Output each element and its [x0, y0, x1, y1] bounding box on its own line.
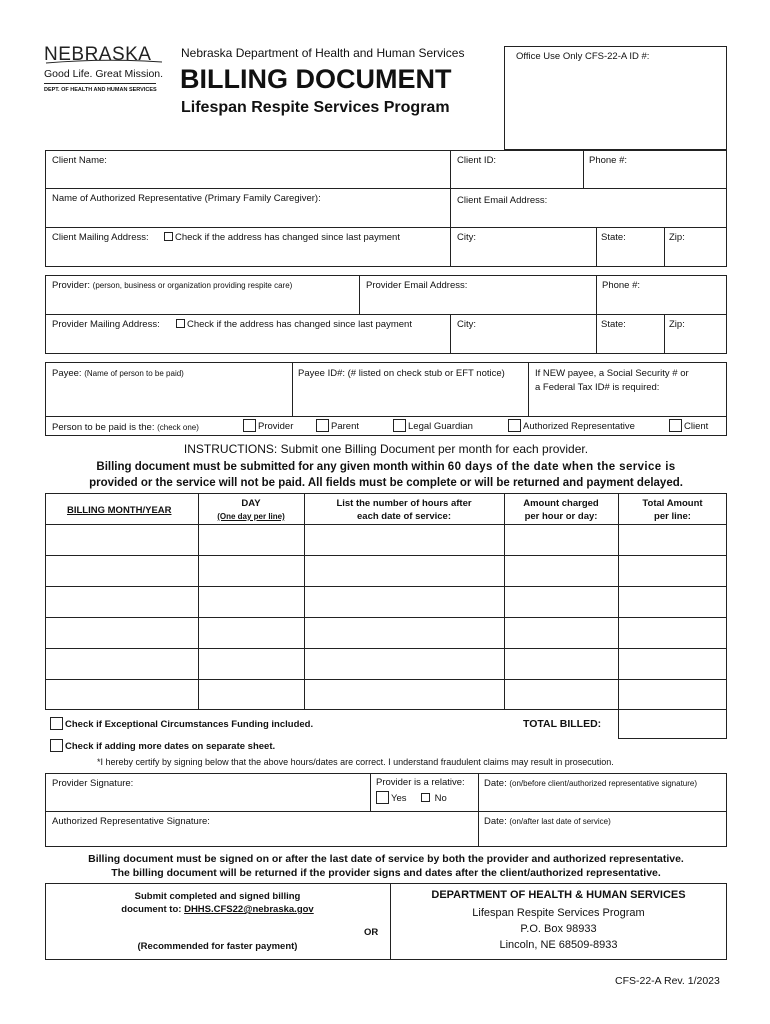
rep-signature-field[interactable]: Authorized Representative Signature: [52, 816, 210, 827]
rep-name-field[interactable]: Name of Authorized Representative (Primary Family Caregiver): [52, 193, 321, 204]
checkbox-icon [393, 419, 406, 432]
person-to-be-paid-label: Person to be paid is the: (check one) [52, 422, 199, 433]
payee-option-authorized-rep[interactable]: Authorized Representative [508, 419, 635, 432]
col-header-amount-2: per hour or day: [524, 511, 598, 522]
form-id: CFS-22-A Rev. 1/2023 [615, 975, 720, 987]
col-header-total-1: Total Amount [642, 498, 703, 509]
table-row[interactable] [46, 649, 726, 679]
page-title: BILLING DOCUMENT [180, 64, 452, 94]
provider-state-field[interactable]: State: [601, 319, 626, 330]
table-row[interactable] [46, 618, 726, 648]
payee-id-field[interactable]: Payee ID#: (# listed on check stub or EFT notice) [298, 368, 505, 379]
payee-name-field[interactable]: Payee: (Name of person to be paid) [52, 368, 184, 379]
provider-relative-label: Provider is a relative: [376, 777, 465, 788]
table-row[interactable] [46, 587, 726, 617]
checkbox-icon [508, 419, 521, 432]
submit-line-2: document to: DHHS.CFS22@nebraska.gov [121, 904, 314, 915]
table-row[interactable] [46, 525, 726, 555]
checkbox-icon [50, 739, 63, 752]
relative-no-checkbox[interactable]: No [421, 793, 447, 804]
provider-phone-field[interactable]: Phone #: [602, 280, 641, 291]
new-payee-note-1: If NEW payee, a Social Security # or [535, 368, 689, 379]
mail-address-city: Lincoln, NE 68509-8933 [499, 939, 618, 951]
provider-email-field[interactable]: Provider Email Address: [366, 280, 468, 291]
recommended-note: (Recommended for faster payment) [137, 941, 298, 952]
table-row[interactable] [46, 556, 726, 586]
provider-zip-field[interactable]: Zip: [669, 319, 685, 330]
provider-mailing-field[interactable]: Provider Mailing Address: [52, 319, 160, 330]
dept-name: Nebraska Department of Health and Human Services [181, 46, 465, 60]
provider-signature-field[interactable]: Provider Signature: [52, 778, 134, 789]
instructions-line: INSTRUCTIONS: Submit one Billing Document per month for each provider. [183, 442, 589, 456]
instructions-bold-2: provided or the service will not be paid. All fields must be complete or will be returned and payment delayed. [89, 477, 683, 489]
logo-swoosh-icon [44, 59, 164, 65]
more-dates-checkbox[interactable]: Check if adding more dates on separate sheet. [50, 739, 275, 752]
checkbox-icon [50, 717, 63, 730]
checkbox-icon [376, 791, 389, 804]
certification-text: *I hereby certify by signing below that the above hours/dates are correct. I understand fraudulent claims may result in prosecution. [97, 757, 614, 767]
page-subtitle: Lifespan Respite Services Program [181, 99, 450, 116]
instructions-bold-1: Billing document must be submitted for any given month within 60 days of the date when the service is [96, 461, 676, 473]
col-header-day-sub: (One day per line) [217, 512, 285, 521]
provider-sig-date-field[interactable]: Date: (on/before client/authorized representative signature) [484, 778, 698, 789]
client-section [45, 150, 727, 267]
relative-yes-checkbox[interactable]: Yes [376, 791, 407, 804]
client-phone-field[interactable]: Phone #: [589, 155, 628, 166]
office-use-label: Office Use Only CFS-22-A ID #: [516, 51, 650, 62]
col-header-hours-1: List the number of hours after [336, 498, 472, 509]
payee-option-client[interactable]: Client [669, 419, 708, 432]
provider-city-field[interactable]: City: [457, 319, 476, 330]
submit-email-link[interactable]: DHHS.CFS22@nebraska.gov [184, 904, 314, 915]
submit-line-1: Submit completed and signed billing [134, 891, 301, 902]
col-header-total-2: per line: [654, 511, 691, 522]
mail-address-pobox: P.O. Box 98933 [520, 923, 597, 935]
total-billed-field[interactable] [618, 709, 727, 739]
col-header-amount-1: Amount charged [523, 498, 599, 509]
provider-name-field[interactable]: Provider: (person, business or organization providing respite care) [52, 280, 293, 291]
new-payee-note-2: a Federal Tax ID# is required: [535, 382, 660, 393]
checkbox-icon [421, 793, 430, 802]
logo-dept: DEPT. OF HEALTH AND HUMAN SERVICES [44, 87, 157, 93]
payee-option-parent[interactable]: Parent [316, 419, 359, 432]
client-city-field[interactable]: City: [457, 232, 476, 243]
checkbox-icon [176, 319, 185, 328]
total-billed-label: TOTAL BILLED: [523, 718, 602, 730]
checkbox-icon [316, 419, 329, 432]
or-label: OR [364, 927, 379, 938]
client-state-field[interactable]: State: [601, 232, 626, 243]
mail-address-program: Lifespan Respite Services Program [472, 907, 645, 919]
client-id-field[interactable]: Client ID: [457, 155, 497, 166]
rep-sig-date-field[interactable]: Date: (on/after last date of service) [484, 816, 611, 827]
provider-address-changed-checkbox[interactable]: Check if the address has changed since last payment [176, 319, 412, 330]
client-email-field[interactable]: Client Email Address: [457, 195, 548, 206]
checkbox-icon [669, 419, 682, 432]
client-mailing-field[interactable]: Client Mailing Address: [52, 232, 149, 243]
col-header-day: DAY [241, 498, 261, 509]
payee-option-legal-guardian[interactable]: Legal Guardian [393, 419, 473, 432]
client-name-field[interactable]: Client Name: [52, 155, 107, 166]
col-header-billing-month: BILLING MONTH/YEAR [67, 505, 172, 516]
logo-text: NEBRASKA [44, 44, 152, 65]
mail-address-dept: DEPARTMENT OF HEALTH & HUMAN SERVICES [431, 889, 686, 901]
client-zip-field[interactable]: Zip: [669, 232, 685, 243]
table-row[interactable] [46, 680, 726, 709]
client-address-changed-checkbox[interactable]: Check if the address has changed since last payment [164, 232, 400, 243]
signing-notice-1: Billing document must be signed on or after the last date of service by both the provider and authorized representative. [88, 853, 684, 865]
logo-tagline: Good Life. Great Mission. [44, 68, 164, 80]
checkbox-icon [164, 232, 173, 241]
exceptional-funding-checkbox[interactable]: Check if Exceptional Circumstances Funding included. [50, 717, 313, 730]
nebraska-logo [44, 44, 164, 104]
payee-option-provider[interactable]: Provider [243, 419, 293, 432]
col-header-hours-2: each date of service: [357, 511, 451, 522]
checkbox-icon [243, 419, 256, 432]
signing-notice-2: The billing document will be returned if the provider signs and dates after the client/authorized representative. [111, 867, 661, 879]
